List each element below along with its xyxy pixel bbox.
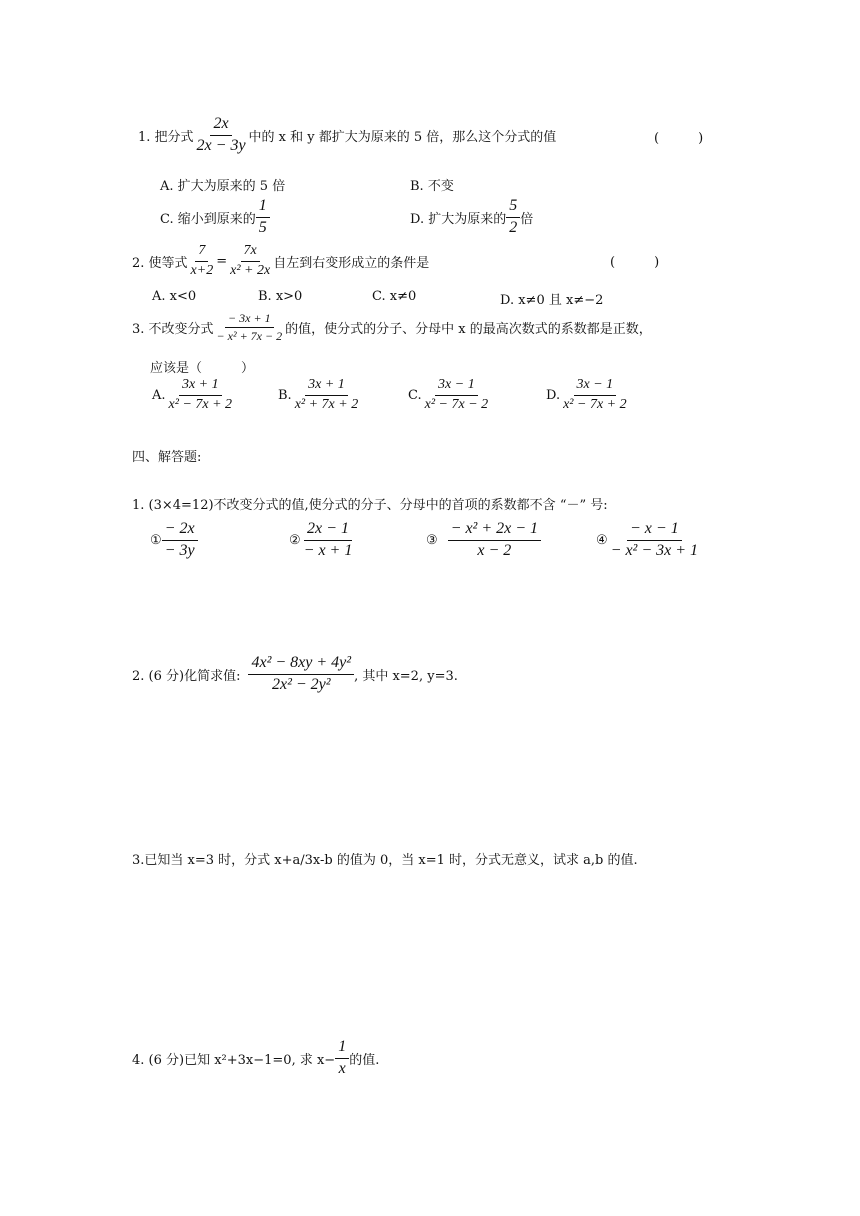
q3-option-b-num: 3x + 1 [305,378,348,396]
q1-option-d-text: D. 扩大为原来的 [410,211,507,227]
q1-option-c-num: 1 [256,198,270,218]
p1-item-2-num: 2x − 1 [304,521,352,541]
q1-prefix: 1. 把分式 [138,129,194,145]
p1-text: 1. (3×4=12)不改变分式的值,使分式的分子、分母中的首项的系数都不含 “－” 号: [132,498,608,513]
q1-option-c-text: C. 缩小到原来的 [160,211,256,227]
p4-fraction [335,1039,349,1078]
q2-lhs-fraction [188,244,217,278]
q3-option-d-fraction [560,378,630,412]
q2-lhs-den: x+2 [190,262,214,278]
p2-suffix: , 其中 x=2, y=3. [354,668,458,684]
q3-option-c[interactable] [408,378,491,412]
q2-rhs-fraction [227,244,273,278]
q3-line [132,312,652,342]
q3-option-b[interactable] [278,378,361,412]
q1-fraction [194,116,249,155]
p1-item-1-num: − 2x [162,521,198,541]
p1-item-3 [426,521,541,560]
q3-fraction [214,312,286,342]
p1-item-3-fraction [448,521,541,560]
p1-item-1-den: − 3y [164,541,195,559]
p1-item-2-den: − x + 1 [303,541,353,559]
q3-option-d-den: x² − 7x + 2 [563,396,627,412]
q1-option-d-suffix: 倍 [520,211,534,227]
q3-option-c-den: x² − 7x − 2 [424,396,489,412]
q3-option-a[interactable] [152,378,235,412]
q1-numerator: 2x [210,116,231,136]
q1-line [138,116,556,155]
p1-item-2 [289,521,355,560]
p1-item-4-num: − x − 1 [627,521,682,541]
p4-prefix: 4. (6 分)已知 x²+3x−1=0, 求 x− [132,1052,336,1068]
q3-option-a-label: A. [152,387,166,403]
q2-answer-paren[interactable]: ( ) [610,255,660,270]
q3-option-c-fraction [422,378,492,412]
p2-denominator: 2x² − 2y² [271,675,331,693]
q2-rhs-den: x² + 2x [230,262,271,278]
p3-text: 3.已知当 x=3 时，分式 x+a/3x-b 的值为 0，当 x=1 时，分式无意义，试求 a,b 的值. [132,853,638,868]
p1-item-3-den: x − 2 [477,541,512,559]
q3-option-b-label: B. [278,387,292,403]
q3-option-c-num: 3x − 1 [435,378,478,396]
q1-option-d[interactable] [410,198,533,237]
q3-prefix: 3. 不改变分式 [132,321,214,337]
p1-item-3-num: − x² + 2x − 1 [448,521,541,541]
q3-option-b-fraction [292,378,362,412]
q1-answer-paren[interactable]: ( ) [654,131,704,146]
section-4-title: 四、解答题: [132,450,202,465]
q3-option-d[interactable] [546,378,630,412]
p4-denominator: x [338,1059,346,1077]
p1-item-4-mark: ④ [596,532,608,548]
q2-option-c[interactable]: C. x≠0 [372,289,417,304]
q2-line [132,244,429,278]
q1-option-c-fraction [256,198,270,237]
q3-option-a-den: x² − 7x + 2 [168,396,233,412]
q1-option-d-den: 2 [509,218,518,236]
q2-option-d[interactable]: D. x≠0 且 x≠−2 [500,293,604,308]
q2-rhs-num: 7x [241,244,260,262]
p2-prefix: 2. (6 分)化简求值: [132,668,241,684]
p1-item-4 [596,521,701,560]
q1-option-d-fraction [506,198,520,237]
q2-lhs-num: 7 [195,244,208,262]
p1-item-2-fraction [301,521,356,560]
p1-item-2-mark: ② [289,532,301,548]
p1-item-4-fraction [608,521,701,560]
p2-numerator: 4x² − 8xy + 4y² [248,655,354,675]
p2-line [132,655,458,694]
p1-item-3-mark: ③ [426,532,438,548]
q2-prefix: 2. 使等式 [132,255,188,271]
q2-equals: = [216,253,228,269]
q1-option-b[interactable]: B. 不变 [410,179,454,194]
q1-option-a[interactable]: A. 扩大为原来的 5 倍 [160,179,286,194]
p4-numerator: 1 [335,1039,349,1059]
p1-item-1-mark: ① [150,532,162,548]
q3-option-d-num: 3x − 1 [574,378,617,396]
p4-suffix: 的值. [349,1052,380,1068]
q1-denominator: 2x − 3y [196,136,246,154]
q3-denominator: − x² + 7x − 2 [216,328,283,343]
q2-suffix: 自左到右变形成立的条件是 [273,255,430,271]
q3-option-d-label: D. [546,387,561,403]
q3-numerator: − 3x + 1 [225,312,274,328]
q2-option-b[interactable]: B. x>0 [258,289,303,304]
q2-option-a[interactable]: A. x<0 [152,289,197,304]
p4-line [132,1039,379,1078]
p1-item-4-den: − x² − 3x + 1 [610,541,699,559]
q1-option-d-num: 5 [506,198,520,218]
q1-option-c[interactable] [160,198,270,237]
q3-line2: 应该是（ ） [150,361,255,376]
q3-option-c-label: C. [408,387,422,403]
p2-fraction [248,655,354,694]
p1-item-1 [150,521,198,560]
q3-option-b-den: x² + 7x + 2 [294,396,359,412]
q3-option-a-num: 3x + 1 [179,378,222,396]
q3-option-a-fraction [166,378,236,412]
q1-option-c-den: 5 [258,218,267,236]
q3-suffix: 的值，使分式的分子、分母中 x 的最高次数式的系数都是正数， [285,321,652,337]
q1-suffix: 中的 x 和 y 都扩大为原来的 5 倍，那么这个分式的值 [248,129,557,145]
p1-item-1-fraction [162,521,198,560]
